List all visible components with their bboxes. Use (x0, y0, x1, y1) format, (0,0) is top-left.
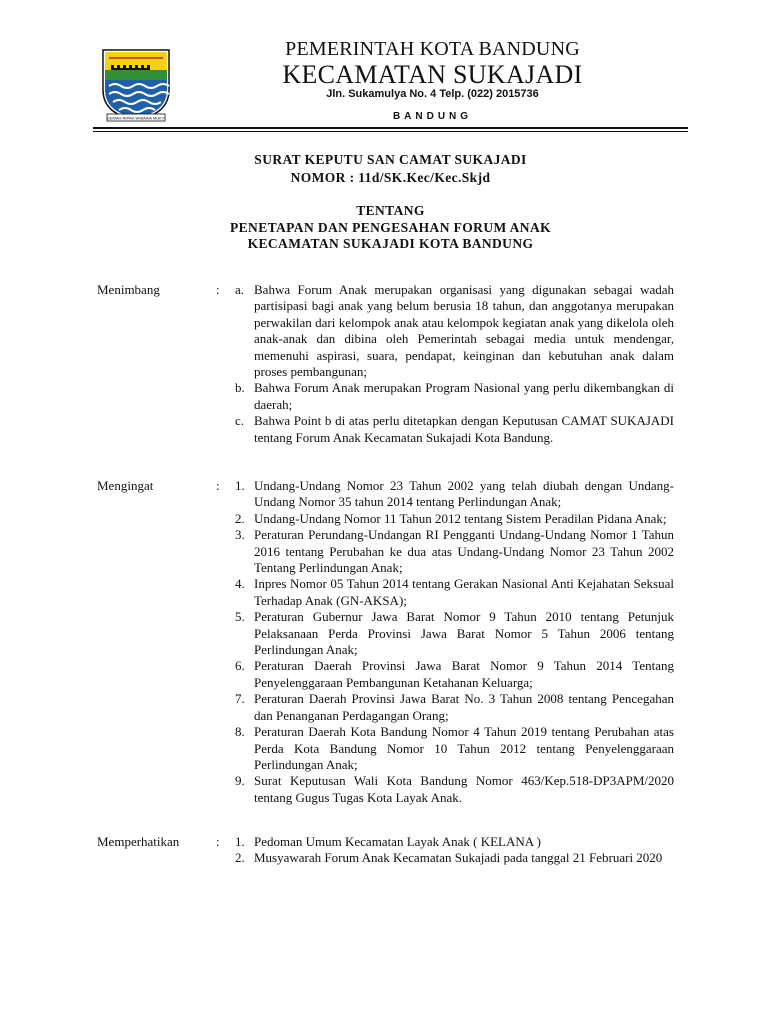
memperhatikan-list (232, 834, 674, 867)
list-item-text: Pedoman Umum Kecamatan Layak Anak ( KELANA ) (254, 834, 542, 849)
decree-about-heading: TENTANG (356, 203, 425, 218)
decree-number: NOMOR : 11d/SK.Kec/Kec.Skjd (290, 170, 491, 185)
list-item-text: Undang-Undang Nomor 11 Tahun 2012 tentang Sistem Peradilan Pidana Anak; (254, 510, 667, 526)
list-item (232, 724, 674, 773)
list-item (232, 380, 674, 413)
list-item (232, 413, 674, 446)
list-marker: 2. (235, 510, 245, 526)
section-label-menimbang: Menimbang (97, 282, 160, 297)
list-item (232, 511, 674, 527)
section-label-mengingat: Mengingat (97, 478, 154, 493)
list-marker: 4. (235, 576, 245, 592)
letterhead-government: PEMERINTAH KOTA BANDUNG (285, 38, 580, 60)
section-colon: : (216, 282, 220, 297)
list-marker: c. (235, 413, 245, 429)
letterhead-divider-thick (93, 127, 688, 129)
list-item-text: Peraturan Perundang-Undangan RI Pengganti Undang-Undang Nomor 1 Tahun 2016 tentang Perubahan ke dua atas Undang-Undang Nomor 23 Tahun 2002 Tentang Perlindungan Anak; (254, 527, 674, 576)
list-item-text: Bahwa Point b di atas perlu ditetapkan dengan Keputusan CAMAT SUKAJADI tentang Forum Anak Kecamatan Sukajadi Kota Bandung. (254, 413, 674, 445)
section-colon: : (216, 478, 220, 493)
decree-subject-line2: KECAMATAN SUKAJADI KOTA BANDUNG (247, 236, 534, 251)
list-item-text: Musyawarah Forum Anak Kecamatan Sukajadi pada tanggal 21 Februari 2020 (254, 850, 663, 866)
list-marker: a. (235, 282, 245, 297)
letterhead-city: BANDUNG (392, 111, 473, 122)
list-item (232, 609, 674, 658)
list-item (232, 576, 674, 609)
list-item-text: Peraturan Daerah Provinsi Jawa Barat No. 3 Tahun 2008 tentang Pencegahan dan Penanganan Perdagangan Orang; (254, 691, 674, 723)
list-marker: 6. (235, 658, 245, 674)
list-item-text: Peraturan Gubernur Jawa Barat Nomor 9 Tahun 2010 tentang Petunjuk Pelaksanaan Perda Provinsi Jawa Barat Nomor 5 Tahun 2006 tentang Perlindungan Anak; (254, 609, 674, 658)
list-marker: 7. (235, 691, 245, 707)
list-marker: 3. (235, 527, 245, 543)
letterhead-divider-thin (93, 131, 688, 132)
list-marker: 1. (235, 834, 245, 849)
list-item (232, 834, 674, 850)
list-item (232, 478, 674, 511)
list-item (232, 850, 674, 866)
list-item-text: Peraturan Daerah Kota Bandung Nomor 4 Tahun 2019 tentang Perubahan atas Perda Kota Bandung Nomor 10 Tahun 2012 tentang Penyelenggaraan Perlindungan Anak; (254, 724, 674, 772)
list-item (232, 773, 674, 806)
letterhead-district: KECAMATAN SUKAJADI (282, 60, 583, 89)
list-marker: 5. (235, 609, 245, 625)
list-item (232, 691, 674, 724)
city-emblem-logo (95, 40, 177, 122)
section-colon: : (216, 834, 220, 849)
list-marker: 9. (235, 773, 245, 789)
menimbang-list (232, 282, 674, 446)
section-label-memperhatikan: Memperhatikan (97, 834, 180, 849)
list-marker: b. (235, 380, 245, 396)
list-marker: 8. (235, 724, 245, 740)
mengingat-list (232, 478, 674, 806)
decree-subject-line1: PENETAPAN DAN PENGESAHAN FORUM ANAK (230, 220, 551, 235)
list-item-text: Inpres Nomor 05 Tahun 2014 tentang Gerakan Nasional Anti Kejahatan Seksual Terhadap Anak (GN-AKSA); (254, 576, 674, 608)
list-item (232, 282, 674, 380)
list-item-text: Peraturan Daerah Provinsi Jawa Barat Nomor 9 Tahun 2014 Tentang Penyelenggaraan Pembangunan Ketahanan Keluarga; (254, 658, 674, 690)
list-marker: 1. (235, 478, 245, 493)
list-item-text: Surat Keputusan Wali Kota Bandung Nomor 463/Kep.518-DP3APM/2020 tentang Gugus Tugas Kota Layak Anak. (254, 773, 674, 805)
list-item-text: Undang-Undang Nomor 23 Tahun 2002 yang telah diubah dengan Undang-Undang Nomor 35 tahun 2014 tentang Perlindungan Anak; (254, 478, 674, 510)
decree-title: SURAT KEPUTU SAN CAMAT SUKAJADI (254, 152, 527, 167)
list-marker: 2. (235, 850, 245, 866)
list-item-text: Bahwa Forum Anak merupakan Program Nasional yang perlu dikembangkan di daerah; (254, 380, 674, 412)
letterhead-address: Jln. Sukamulya No. 4 Telp. (022) 2015736 (326, 88, 539, 100)
list-item (232, 658, 674, 691)
emblem-motto: GEMAH RIPAH WIBAWA MUKTI (106, 115, 166, 121)
list-item (232, 527, 674, 576)
list-item-text: Bahwa Forum Anak merupakan organisasi yang digunakan sebagai wadah partisipasi bagi anak yang belum berusia 18 tahun, dan anggotanya merupakan perwakilan dari kelompok anak atau kelompok kegiatan anak yang dikelola oleh anak-anak dan dibina oleh Pemerintah sebagai media untuk mendengar, memenuhi aspirasi, suara, pendapat, keinginan dan kebutuhan anak dalam proses pembangunan; (254, 282, 674, 380)
